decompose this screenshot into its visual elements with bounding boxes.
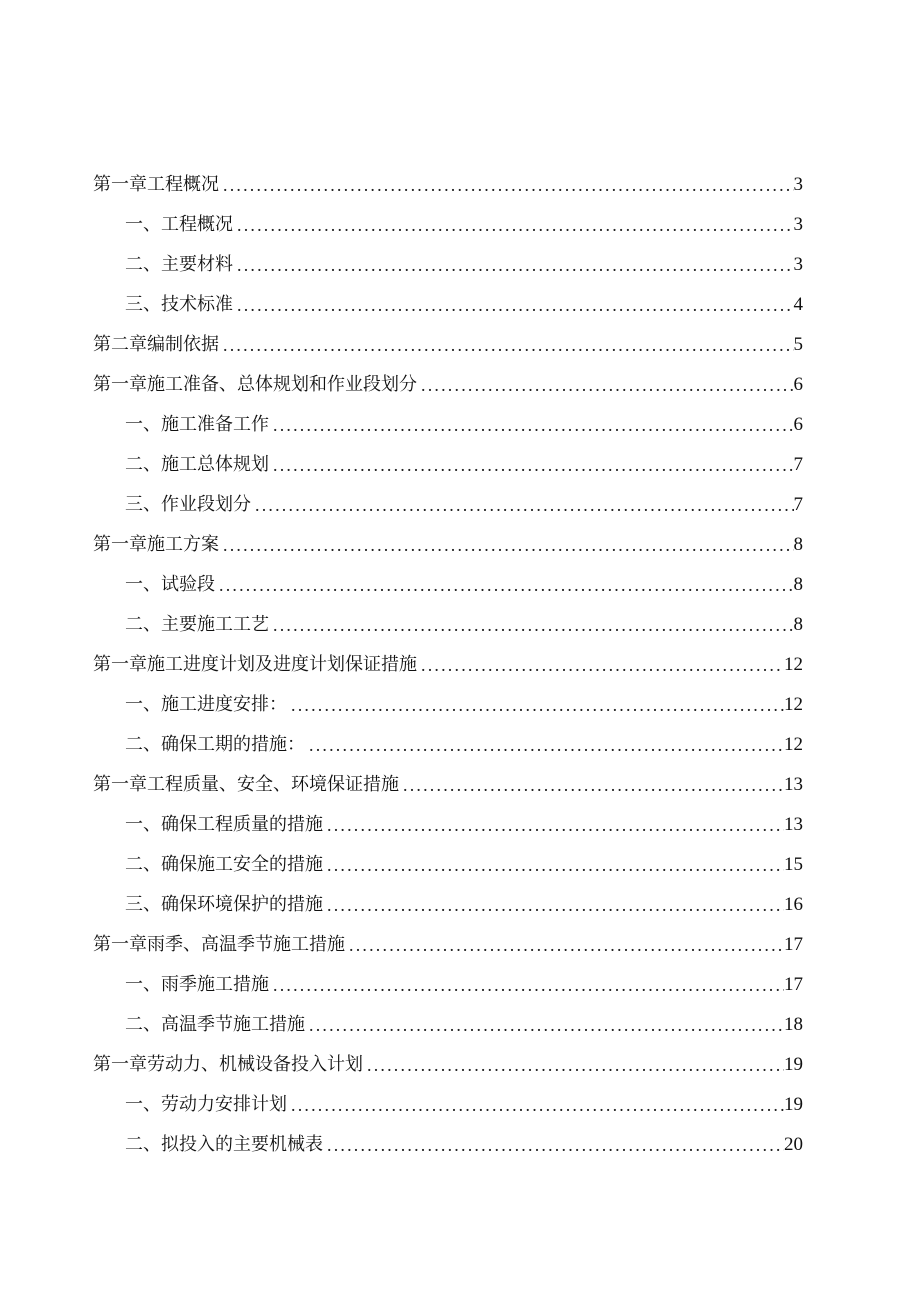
toc-chapter-entry[interactable] [93,325,803,365]
toc-dot-leader [215,565,794,605]
toc-entry-title: 二、确保工期的措施： [125,734,305,755]
toc-page-number: 4 [793,294,803,315]
toc-entry-title: 二、主要材料 [125,254,233,275]
toc-entry-title: 一、工程概况 [125,214,233,235]
toc-section-entry[interactable] [93,605,803,645]
toc-dot-leader [323,885,784,925]
toc-dot-leader [287,1085,784,1125]
toc-page-number: 12 [784,694,803,715]
toc-dot-leader [269,445,794,485]
toc-entry-title: 第一章雨季、高温季节施工措施 [93,934,345,955]
toc-chapter-entry[interactable] [93,645,803,685]
toc-dot-leader [323,1125,784,1165]
toc-section-entry[interactable] [93,405,803,445]
toc-section-entry[interactable] [93,725,803,765]
toc-dot-leader [219,325,794,365]
toc-dot-leader [323,805,784,845]
toc-page-number: 19 [784,1054,803,1075]
toc-section-entry[interactable] [93,965,803,1005]
toc-entry-title: 二、确保施工安全的措施 [125,854,323,875]
toc-dot-leader [287,685,784,725]
toc-entry-title: 第一章劳动力、机械设备投入计划 [93,1054,363,1075]
toc-dot-leader [233,245,794,285]
toc-chapter-entry[interactable] [93,165,803,205]
toc-section-entry[interactable] [93,205,803,245]
toc-page-number: 3 [793,214,803,235]
toc-page-number: 15 [784,854,803,875]
toc-dot-leader [399,765,784,805]
toc-entry-title: 第一章工程概况 [93,174,219,195]
toc-entry-title: 一、劳动力安排计划 [125,1094,287,1115]
toc-dot-leader [305,725,784,765]
toc-dot-leader [233,205,794,245]
toc-dot-leader [417,645,784,685]
toc-page-number: 12 [784,654,803,675]
toc-dot-leader [269,965,784,1005]
toc-page-number: 16 [784,894,803,915]
toc-page-number: 18 [784,1014,803,1035]
toc-page-number: 13 [784,774,803,795]
toc-dot-leader [251,485,794,525]
toc-page-number: 20 [784,1134,803,1155]
toc-section-entry[interactable] [93,805,803,845]
toc-dot-leader [233,285,794,325]
toc-section-entry[interactable] [93,285,803,325]
toc-entry-title: 三、技术标准 [125,294,233,315]
toc-page-number: 7 [793,454,803,475]
toc-entry-title: 第一章施工进度计划及进度计划保证措施 [93,654,417,675]
toc-entry-title: 第二章编制依据 [93,334,219,355]
toc-dot-leader [323,845,784,885]
table-of-contents [93,165,803,1165]
toc-dot-leader [269,405,794,445]
toc-page-number: 6 [793,374,803,395]
toc-entry-title: 三、确保环境保护的措施 [125,894,323,915]
toc-entry-title: 第一章工程质量、安全、环境保证措施 [93,774,399,795]
toc-entry-title: 一、雨季施工措施 [125,974,269,995]
toc-section-entry[interactable] [93,885,803,925]
toc-section-entry[interactable] [93,685,803,725]
toc-chapter-entry[interactable] [93,925,803,965]
toc-dot-leader [219,165,794,205]
toc-dot-leader [219,525,794,565]
toc-dot-leader [269,605,794,645]
toc-page-number: 8 [793,534,803,555]
toc-entry-title: 一、施工准备工作 [125,414,269,435]
toc-chapter-entry[interactable] [93,365,803,405]
toc-section-entry[interactable] [93,245,803,285]
toc-page-number: 3 [793,254,803,275]
toc-page-number: 17 [784,974,803,995]
toc-page-number: 8 [793,614,803,635]
toc-chapter-entry[interactable] [93,1045,803,1085]
toc-section-entry[interactable] [93,565,803,605]
toc-chapter-entry[interactable] [93,765,803,805]
toc-section-entry[interactable] [93,845,803,885]
toc-entry-title: 二、高温季节施工措施 [125,1014,305,1035]
toc-entry-title: 第一章施工方案 [93,534,219,555]
toc-page-number: 6 [793,414,803,435]
toc-dot-leader [417,365,794,405]
toc-page-number: 12 [784,734,803,755]
toc-entry-title: 一、施工进度安排： [125,694,287,715]
toc-page-number: 13 [784,814,803,835]
toc-page-number: 5 [793,334,803,355]
toc-entry-title: 一、确保工程质量的措施 [125,814,323,835]
toc-page-number: 7 [793,494,803,515]
toc-entry-title: 三、作业段划分 [125,494,251,515]
toc-dot-leader [305,1005,784,1045]
toc-section-entry[interactable] [93,485,803,525]
toc-dot-leader [363,1045,784,1085]
toc-page-number: 8 [793,574,803,595]
toc-page-number: 19 [784,1094,803,1115]
toc-entry-title: 二、主要施工工艺 [125,614,269,635]
toc-section-entry[interactable] [93,1125,803,1165]
toc-dot-leader [345,925,784,965]
toc-entry-title: 第一章施工准备、总体规划和作业段划分 [93,374,417,395]
toc-page-number: 3 [793,174,803,195]
toc-section-entry[interactable] [93,1085,803,1125]
toc-entry-title: 一、试验段 [125,574,215,595]
toc-entry-title: 二、施工总体规划 [125,454,269,475]
toc-page-number: 17 [784,934,803,955]
toc-section-entry[interactable] [93,445,803,485]
toc-section-entry[interactable] [93,1005,803,1045]
toc-chapter-entry[interactable] [93,525,803,565]
toc-entry-title: 二、拟投入的主要机械表 [125,1134,323,1155]
